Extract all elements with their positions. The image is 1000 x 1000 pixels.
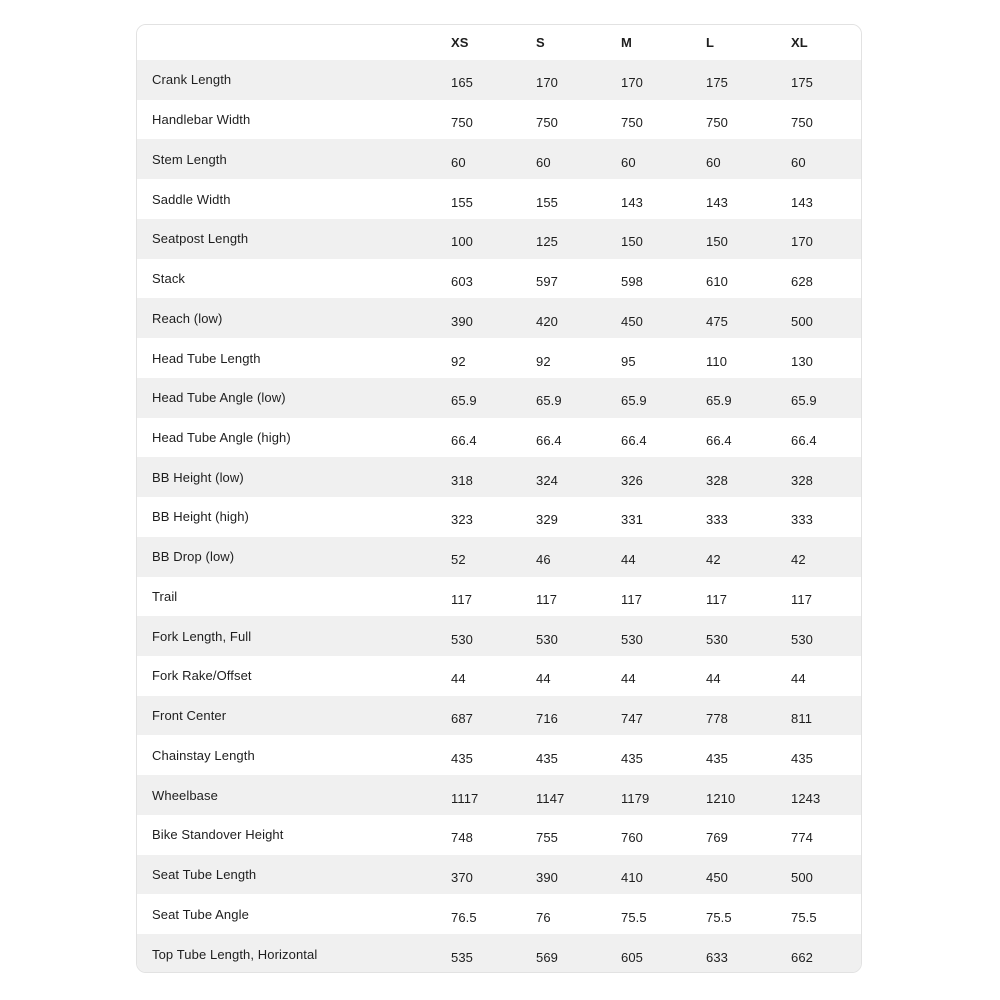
table-row — [137, 775, 861, 815]
cell-value: 774 — [791, 830, 813, 846]
cell-value: 44 — [451, 671, 466, 687]
cell-value: 410 — [621, 870, 643, 886]
cell-value: 60 — [791, 154, 806, 170]
cell-value: 755 — [536, 830, 558, 846]
row-label: BB Height (low) — [152, 469, 244, 485]
table-row — [137, 100, 861, 140]
cell-value: 760 — [621, 830, 643, 846]
table-row — [137, 894, 861, 934]
table-row — [137, 656, 861, 696]
table-row — [137, 457, 861, 497]
cell-value: 610 — [706, 274, 728, 290]
table-row — [137, 735, 861, 775]
cell-value: 66.4 — [621, 432, 647, 448]
cell-value: 500 — [791, 313, 813, 329]
cell-value: 318 — [451, 472, 473, 488]
row-label: Crank Length — [152, 72, 232, 88]
cell-value: 170 — [536, 75, 558, 91]
cell-value: 1147 — [536, 790, 565, 806]
cell-value: 66.4 — [536, 432, 562, 448]
cell-value: 750 — [706, 115, 728, 131]
cell-value: 747 — [621, 711, 643, 727]
cell-value: 155 — [536, 194, 558, 210]
row-label: Head Tube Angle (high) — [152, 429, 291, 445]
cell-value: 475 — [706, 313, 728, 329]
row-label: Seat Tube Length — [152, 867, 257, 883]
table-row — [137, 418, 861, 458]
cell-value: 117 — [791, 591, 813, 607]
cell-value: 662 — [791, 949, 813, 965]
cell-value: 117 — [451, 591, 473, 607]
cell-value: 60 — [451, 154, 466, 170]
column-header-xl: XL — [791, 35, 808, 50]
cell-value: 1179 — [621, 790, 650, 806]
cell-value: 100 — [451, 234, 473, 250]
table-row — [137, 60, 861, 100]
row-label: BB Height (high) — [152, 509, 249, 525]
cell-value: 143 — [791, 194, 813, 210]
cell-value: 530 — [621, 631, 643, 647]
cell-value: 52 — [451, 552, 466, 568]
row-label: Seat Tube Angle — [152, 906, 249, 922]
cell-value: 597 — [536, 274, 558, 290]
cell-value: 75.5 — [706, 909, 732, 925]
cell-value: 748 — [451, 830, 473, 846]
cell-value: 117 — [706, 591, 728, 607]
cell-value: 66.4 — [451, 432, 477, 448]
cell-value: 333 — [791, 512, 813, 528]
cell-value: 323 — [451, 512, 473, 528]
row-label: Trail — [152, 588, 178, 604]
cell-value: 130 — [791, 353, 813, 369]
cell-value: 60 — [706, 154, 721, 170]
geometry-table-card — [136, 24, 862, 973]
row-label: Stem Length — [152, 151, 227, 167]
cell-value: 331 — [621, 512, 643, 528]
cell-value: 170 — [621, 75, 643, 91]
cell-value: 569 — [536, 949, 558, 965]
cell-value: 117 — [536, 591, 558, 607]
cell-value: 155 — [451, 194, 473, 210]
cell-value: 1243 — [791, 790, 821, 806]
cell-value: 44 — [621, 552, 636, 568]
table-row — [137, 259, 861, 299]
cell-value: 60 — [621, 154, 636, 170]
cell-value: 117 — [621, 591, 643, 607]
cell-value: 44 — [621, 671, 636, 687]
row-label: Fork Rake/Offset — [152, 668, 252, 684]
cell-value: 390 — [451, 313, 473, 329]
cell-value: 435 — [706, 750, 728, 766]
cell-value: 65.9 — [706, 393, 732, 409]
column-header-l: L — [706, 35, 715, 50]
cell-value: 76.5 — [451, 909, 477, 925]
cell-value: 150 — [706, 234, 728, 250]
row-label: Bike Standover Height — [152, 827, 284, 843]
cell-value: 65.9 — [451, 393, 477, 409]
cell-value: 633 — [706, 949, 728, 965]
table-row — [137, 378, 861, 418]
cell-value: 65.9 — [536, 393, 562, 409]
table-row — [137, 179, 861, 219]
cell-value: 530 — [706, 631, 728, 647]
table-row — [137, 139, 861, 179]
table-row — [137, 338, 861, 378]
cell-value: 175 — [706, 75, 728, 91]
cell-value: 435 — [536, 750, 558, 766]
row-label: Wheelbase — [152, 787, 218, 803]
table-row — [137, 219, 861, 259]
cell-value: 598 — [621, 274, 643, 290]
cell-value: 42 — [706, 552, 721, 568]
cell-value: 603 — [451, 274, 473, 290]
row-label: Stack — [152, 271, 186, 287]
cell-value: 66.4 — [791, 432, 817, 448]
cell-value: 75.5 — [621, 909, 647, 925]
cell-value: 150 — [621, 234, 643, 250]
cell-value: 530 — [791, 631, 813, 647]
cell-value: 110 — [706, 353, 728, 369]
row-label: Handlebar Width — [152, 112, 251, 128]
cell-value: 750 — [791, 115, 813, 131]
cell-value: 324 — [536, 472, 558, 488]
cell-value: 60 — [536, 154, 551, 170]
cell-value: 750 — [536, 115, 558, 131]
cell-value: 143 — [621, 194, 643, 210]
cell-value: 175 — [791, 75, 813, 91]
cell-value: 44 — [791, 671, 806, 687]
row-label: Top Tube Length, Horizontal — [152, 946, 318, 962]
column-header-xs: XS — [451, 35, 469, 50]
cell-value: 535 — [451, 949, 473, 965]
cell-value: 66.4 — [706, 432, 732, 448]
table-row — [137, 815, 861, 855]
cell-value: 75.5 — [791, 909, 817, 925]
row-label: Head Tube Length — [152, 350, 261, 366]
cell-value: 420 — [536, 313, 558, 329]
cell-value: 329 — [536, 512, 558, 528]
table-row — [137, 855, 861, 895]
table-row — [137, 616, 861, 656]
row-label: Reach (low) — [152, 310, 223, 326]
cell-value: 44 — [706, 671, 721, 687]
cell-value: 605 — [621, 949, 643, 965]
cell-value: 42 — [791, 552, 806, 568]
table-row — [137, 934, 861, 973]
cell-value: 170 — [791, 234, 813, 250]
row-label: Front Center — [152, 708, 227, 724]
row-label: Saddle Width — [152, 191, 231, 207]
cell-value: 125 — [536, 234, 558, 250]
cell-value: 46 — [536, 552, 551, 568]
cell-value: 435 — [451, 750, 473, 766]
cell-value: 92 — [536, 353, 551, 369]
table-row — [137, 537, 861, 577]
cell-value: 1117 — [451, 790, 479, 806]
cell-value: 328 — [791, 472, 813, 488]
table-header-row — [137, 25, 861, 60]
cell-value: 1210 — [706, 790, 736, 806]
cell-value: 500 — [791, 870, 813, 886]
table-row — [137, 696, 861, 736]
cell-value: 435 — [791, 750, 813, 766]
cell-value: 76 — [536, 909, 551, 925]
cell-value: 530 — [536, 631, 558, 647]
cell-value: 687 — [451, 711, 473, 727]
cell-value: 165 — [451, 75, 473, 91]
table-row — [137, 298, 861, 338]
cell-value: 628 — [791, 274, 813, 290]
cell-value: 370 — [451, 870, 473, 886]
cell-value: 450 — [621, 313, 643, 329]
cell-value: 65.9 — [621, 393, 647, 409]
cell-value: 390 — [536, 870, 558, 886]
cell-value: 750 — [621, 115, 643, 131]
cell-value: 530 — [451, 631, 473, 647]
row-label: Chainstay Length — [152, 747, 255, 763]
table-body — [137, 60, 861, 973]
cell-value: 769 — [706, 830, 728, 846]
cell-value: 811 — [791, 711, 813, 727]
table-row — [137, 577, 861, 617]
row-label: Fork Length, Full — [152, 628, 252, 644]
cell-value: 95 — [621, 353, 636, 369]
cell-value: 450 — [706, 870, 728, 886]
row-label: BB Drop (low) — [152, 549, 235, 565]
table-row — [137, 497, 861, 537]
cell-value: 435 — [621, 750, 643, 766]
cell-value: 716 — [536, 711, 558, 727]
cell-value: 143 — [706, 194, 728, 210]
cell-value: 44 — [536, 671, 551, 687]
row-label: Head Tube Angle (low) — [152, 390, 286, 406]
cell-value: 333 — [706, 512, 728, 528]
column-header-s: S — [536, 35, 545, 50]
cell-value: 778 — [706, 711, 728, 727]
cell-value: 750 — [451, 115, 473, 131]
cell-value: 65.9 — [791, 393, 817, 409]
cell-value: 328 — [706, 472, 728, 488]
cell-value: 326 — [621, 472, 643, 488]
row-label: Seatpost Length — [152, 231, 249, 247]
column-header-m: M — [621, 35, 632, 50]
cell-value: 92 — [451, 353, 466, 369]
